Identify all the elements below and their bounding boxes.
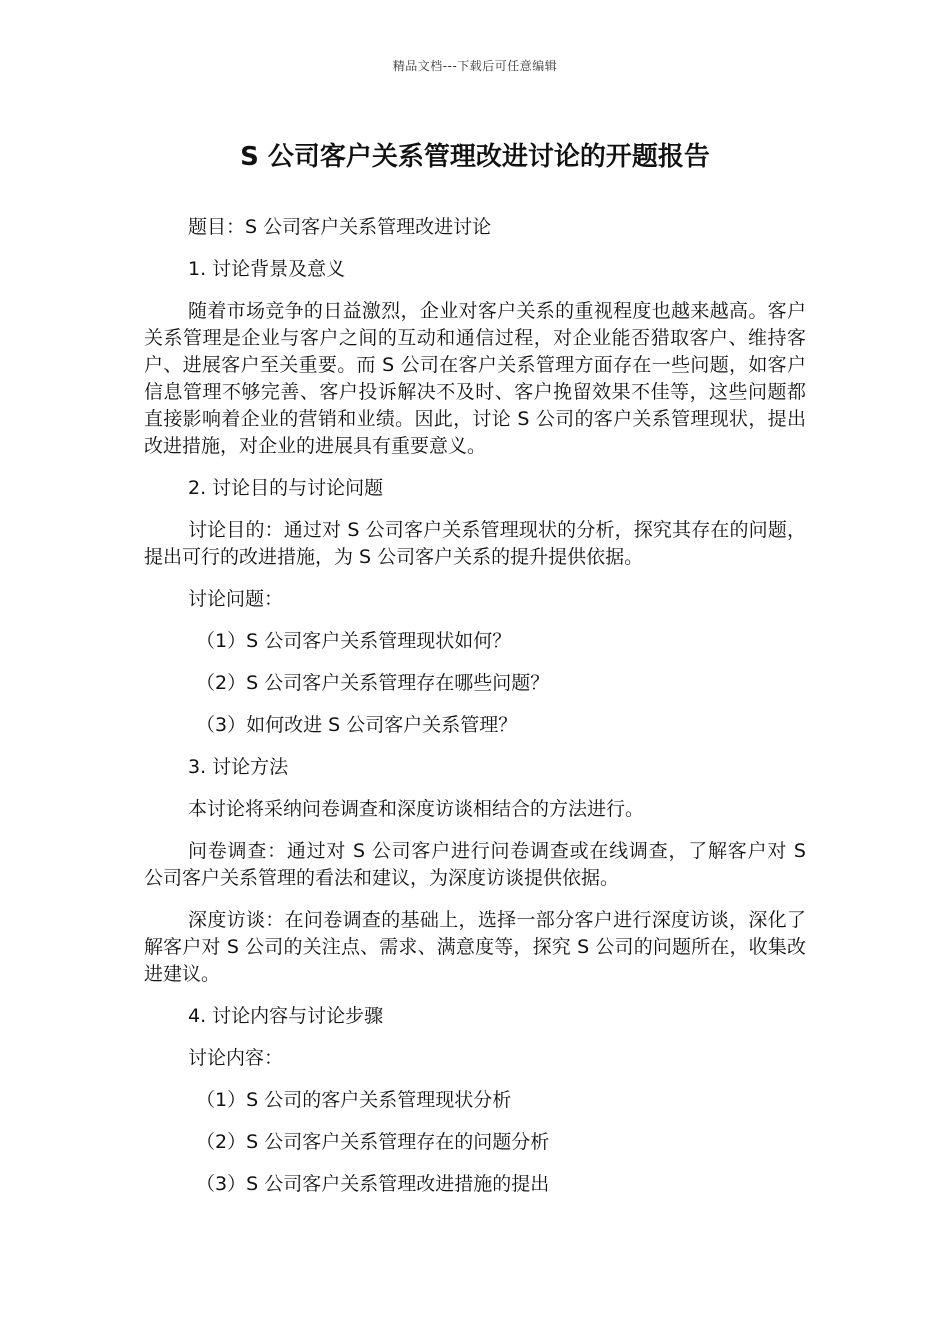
section-2-questions-label: 讨论问题： — [188, 588, 284, 610]
section-3-intro: 本讨论将采纳问卷调查和深度访谈相结合的方法进行。 — [188, 798, 645, 820]
section-3-survey: 问卷调查：通过对 S 公司客户进行问卷调查或在线调查，了解客户对 S 公司客户关系管理的看法和建议，为深度访谈提供依据。 — [144, 840, 806, 889]
section-3-interview: 深度访谈：在问卷调查的基础上，选择一部分客户进行深度访谈，深化了解客户对 S 公司的关注点、需求、满意度等，探究 S 公司的问题所在，收集改进建议。 — [144, 909, 806, 985]
document-title: S 公司客户关系管理改进讨论的开题报告 — [240, 142, 710, 172]
header-note: 精品文档---下载后可任意编辑 — [392, 59, 558, 73]
section-3-heading: 3. 讨论方法 — [188, 756, 289, 778]
question-item-3: （3）如何改进 S 公司客户关系管理？ — [196, 714, 518, 736]
section-2-purpose: 讨论目的：通过对 S 公司客户关系管理现状的分析，探究其存在的问题，提出可行的改进措施，为 S 公司客户关系的提升提供依据。 — [144, 519, 806, 568]
topic-line: 题目：S 公司客户关系管理改进讨论 — [188, 216, 492, 238]
content-item-3: （3）S 公司客户关系管理改进措施的提出 — [196, 1173, 550, 1195]
section-4-heading: 4. 讨论内容与讨论步骤 — [188, 1005, 384, 1027]
content-item-1: （1）S 公司的客户关系管理现状分析 — [196, 1089, 512, 1111]
document-body — [144, 214, 806, 1213]
question-item-2: （2）S 公司客户关系管理存在哪些问题？ — [196, 672, 550, 694]
section-1-heading: 1. 讨论背景及意义 — [188, 258, 346, 280]
question-item-1: （1）S 公司客户关系管理现状如何？ — [196, 630, 512, 652]
section-2-heading: 2. 讨论目的与讨论问题 — [188, 477, 384, 499]
section-1-paragraph: 随着市场竞争的日益激烈，企业对客户关系的重视程度也越来越高。客户关系管理是企业与客户之间的互动和通信过程，对企业能否猎取客户、维持客户、进展客户至关重要。而 S 公司在客户关系管理方面存在一些问题，如客户信息管理不够完善、客户投诉解决不及时、客户挽留效果不佳等，这些问题都直接影响着企业的营销和业绩。因此，讨论 S 公司的客户关系管理现状，提出改进措施，对企业的进展具有重要意义。 — [144, 300, 806, 457]
section-4-content-label: 讨论内容： — [188, 1047, 284, 1069]
content-item-2: （2）S 公司客户关系管理存在的问题分析 — [196, 1131, 550, 1153]
